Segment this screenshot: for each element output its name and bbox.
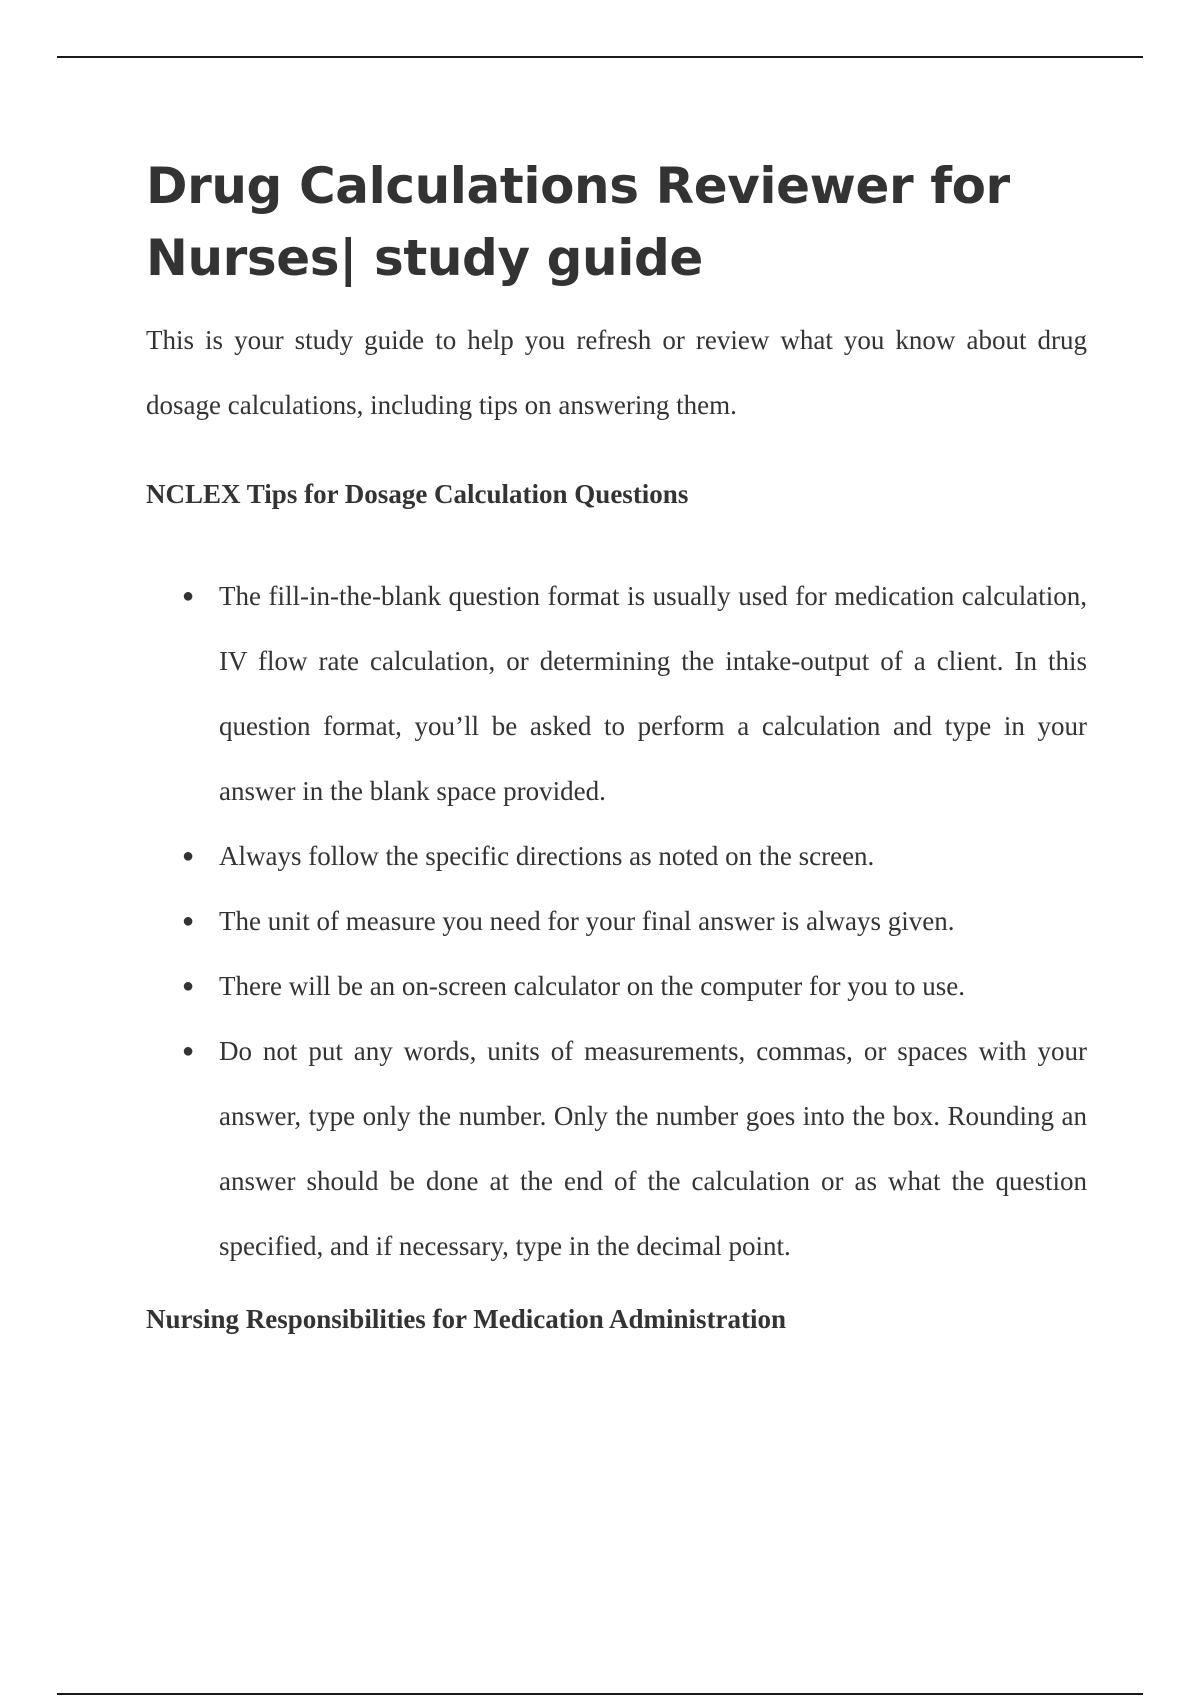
bullet-icon: ● (182, 585, 195, 607)
bullet-icon: ● (182, 845, 195, 867)
bullet-icon: ● (182, 910, 195, 932)
document-body (146, 150, 1087, 1337)
list-item (146, 889, 1087, 954)
list-item (146, 564, 1087, 824)
section-heading-nclex-tips: NCLEX Tips for Dosage Calculation Questions (146, 479, 689, 509)
top-rule (57, 56, 1143, 58)
section-heading-nursing-responsibilities: Nursing Responsibilities for Medication Administration (146, 1304, 787, 1334)
bullet-icon: ● (182, 975, 195, 997)
list-item (146, 824, 1087, 889)
document-title: Drug Calculations Reviewer for Nurses| study guide (146, 157, 1010, 287)
list-item-text: The unit of measure you need for your final answer is always given. (219, 906, 955, 936)
bottom-rule (57, 1693, 1143, 1695)
list-item (146, 1019, 1087, 1279)
intro-paragraph: This is your study guide to help you refresh or review what you know about drug dosage calculations, including tips on answering them. (146, 325, 1087, 420)
list-item-text: Always follow the specific directions as noted on the screen. (219, 841, 875, 871)
list-item (146, 954, 1087, 1019)
tips-list (146, 564, 1087, 1279)
list-item-text: Do not put any words, units of measurements, commas, or spaces with your answer, type only the number. Only the number goes into the box. Rounding an answer should be done at the end of the calculation or as what the question specified, and if necessary, type in the decimal point. (219, 1036, 1087, 1261)
list-item-text: The fill-in-the-blank question format is usually used for medication calculation, IV flow rate calculation, or determining the intake-output of a client. In this question format, you’ll be asked to perform a calculation and type in your answer in the blank space provided. (219, 581, 1087, 806)
list-item-text: There will be an on-screen calculator on the computer for you to use. (219, 971, 965, 1001)
bullet-icon: ● (182, 1040, 195, 1062)
